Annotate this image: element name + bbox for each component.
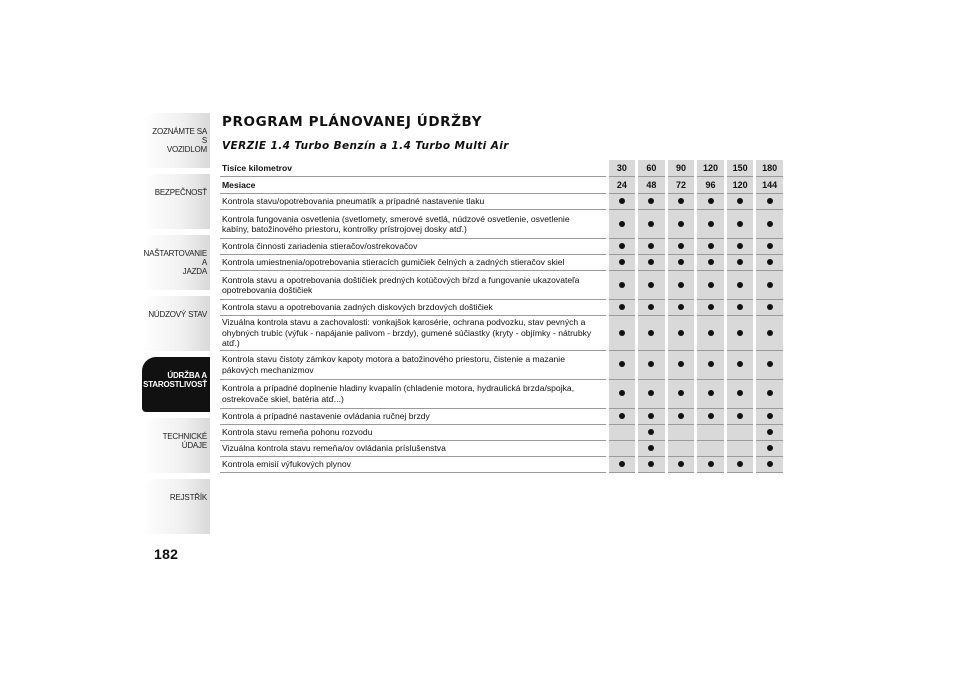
interval-cell: [666, 255, 696, 271]
interval-cell: [607, 239, 637, 255]
tab-technicke-udaje[interactable]: [142, 418, 210, 473]
bullet-icon: [767, 198, 773, 204]
maintenance-schedule-table: [220, 160, 783, 473]
interval-cell: [725, 440, 755, 456]
bullet-icon: [648, 445, 654, 451]
bullet-icon: [648, 282, 654, 288]
tab-label: NÚDZOVÝ STAV: [148, 310, 207, 319]
row-label: Kontrola stavu čistoty zámkov kapoty motora a batožinového priestoru, čistenie a mazanie pákových mechanizmov: [220, 350, 607, 379]
bullet-icon: [767, 259, 773, 265]
bullet-icon: [678, 243, 684, 249]
header-cell: 180: [755, 160, 783, 177]
table-row: [220, 456, 783, 472]
bullet-icon: [678, 361, 684, 367]
bullet-icon: [619, 461, 625, 467]
table-row: [220, 379, 783, 408]
bullet-icon: [737, 330, 743, 336]
interval-cell: [637, 408, 667, 424]
bullet-icon: [737, 221, 743, 227]
bullet-icon: [708, 461, 714, 467]
bullet-icon: [678, 461, 684, 467]
bullet-icon: [737, 243, 743, 249]
bullet-icon: [619, 243, 625, 249]
bullet-icon: [619, 361, 625, 367]
header-cell: 72: [666, 177, 696, 194]
header-cell: 144: [755, 177, 783, 194]
interval-cell: [755, 210, 783, 239]
table-row: [220, 255, 783, 271]
interval-cell: [637, 456, 667, 472]
interval-cell: [725, 239, 755, 255]
bullet-icon: [678, 390, 684, 396]
tab-rejstrik[interactable]: [142, 479, 210, 534]
bullet-icon: [619, 198, 625, 204]
row-label: Kontrola stavu a opotrebovania doštičiek predných kotúčových bŕzd a fungovanie ukazovateľa opotrebovania doštičiek: [220, 271, 607, 300]
interval-cell: [637, 300, 667, 316]
bullet-icon: [678, 330, 684, 336]
tab-label: BEZPEČNOSŤ: [154, 188, 207, 197]
header-cell: 60: [637, 160, 667, 177]
interval-cell: [696, 408, 726, 424]
interval-cell: [696, 440, 726, 456]
table-row: [220, 440, 783, 456]
tab-zoznamte-sa[interactable]: [142, 113, 210, 168]
bullet-icon: [767, 243, 773, 249]
interval-cell: [637, 440, 667, 456]
interval-cell: [755, 255, 783, 271]
bullet-icon: [767, 282, 773, 288]
interval-cell: [607, 456, 637, 472]
tab-nastartovanie[interactable]: [142, 235, 210, 290]
bullet-icon: [737, 259, 743, 265]
bullet-icon: [678, 282, 684, 288]
bullet-icon: [767, 390, 773, 396]
bullet-icon: [767, 429, 773, 435]
bullet-icon: [619, 330, 625, 336]
interval-cell: [725, 271, 755, 300]
interval-cell: [607, 440, 637, 456]
interval-cell: [725, 424, 755, 440]
bullet-icon: [708, 304, 714, 310]
interval-cell: [607, 424, 637, 440]
interval-cell: [666, 239, 696, 255]
bullet-icon: [767, 445, 773, 451]
header-cell: 150: [725, 160, 755, 177]
tab-label: ÚDRŽBA A STAROSTLIVOSŤ: [143, 371, 207, 389]
row-label: Kontrola fungovania osvetlenia (svetlomety, smerové svetlá, núdzové osvetlenie, osvetlenie kabíny, batožinového priestoru, kontrolky prístrojovej dosky atď.): [220, 210, 607, 239]
interval-cell: [696, 255, 726, 271]
interval-cell: [666, 210, 696, 239]
bullet-icon: [708, 390, 714, 396]
header-cell: 96: [696, 177, 726, 194]
bullet-icon: [648, 461, 654, 467]
bullet-icon: [708, 243, 714, 249]
interval-cell: [696, 194, 726, 210]
bullet-icon: [708, 198, 714, 204]
tab-label: NAŠTARTOVANIE A JAZDA: [143, 249, 207, 276]
interval-cell: [755, 456, 783, 472]
interval-cell: [637, 255, 667, 271]
bullet-icon: [708, 413, 714, 419]
bullet-icon: [678, 259, 684, 265]
interval-cell: [607, 210, 637, 239]
interval-cell: [725, 350, 755, 379]
bullet-icon: [678, 413, 684, 419]
bullet-icon: [619, 259, 625, 265]
interval-cell: [725, 255, 755, 271]
table-row: [220, 424, 783, 440]
bullet-icon: [737, 461, 743, 467]
bullet-icon: [678, 198, 684, 204]
table-row: [220, 239, 783, 255]
interval-cell: [696, 239, 726, 255]
header-cell: 24: [607, 177, 637, 194]
row-label: Vizuálna kontrola stavu remeňa/ov ovládania príslušenstva: [220, 440, 607, 456]
interval-cell: [607, 300, 637, 316]
bullet-icon: [708, 282, 714, 288]
interval-cell: [666, 350, 696, 379]
interval-cell: [696, 210, 726, 239]
interval-cell: [637, 350, 667, 379]
bullet-icon: [737, 198, 743, 204]
bullet-icon: [619, 221, 625, 227]
interval-cell: [637, 379, 667, 408]
interval-cell: [637, 424, 667, 440]
bullet-icon: [648, 259, 654, 265]
bullet-icon: [708, 361, 714, 367]
header-cell: 120: [725, 177, 755, 194]
bullet-icon: [648, 243, 654, 249]
interval-cell: [696, 271, 726, 300]
chapter-tabs: [142, 113, 210, 540]
interval-cell: [666, 456, 696, 472]
interval-cell: [637, 194, 667, 210]
row-label: Kontrola emisií výfukových plynov: [220, 456, 607, 472]
interval-cell: [755, 271, 783, 300]
row-label: Kontrola stavu remeňa pohonu rozvodu: [220, 424, 607, 440]
bullet-icon: [648, 198, 654, 204]
header-label: Mesiace: [220, 177, 607, 194]
bullet-icon: [767, 330, 773, 336]
interval-cell: [607, 408, 637, 424]
bullet-icon: [708, 330, 714, 336]
header-cell: 90: [666, 160, 696, 177]
interval-cell: [666, 271, 696, 300]
interval-cell: [725, 456, 755, 472]
header-row-months: [220, 177, 783, 194]
bullet-icon: [737, 390, 743, 396]
bullet-icon: [648, 361, 654, 367]
row-label: Kontrola stavu a opotrebovania zadných diskových brzdových doštičiek: [220, 300, 607, 316]
bullet-icon: [708, 221, 714, 227]
row-label: Kontrola a prípadné nastavenie ovládania ručnej brzdy: [220, 408, 607, 424]
interval-cell: [755, 239, 783, 255]
interval-cell: [696, 316, 726, 351]
tab-label: TECHNICKÉ ÚDAJE: [162, 432, 207, 450]
tab-label: REJSTŘÍK: [169, 493, 207, 502]
interval-cell: [637, 271, 667, 300]
interval-cell: [666, 408, 696, 424]
bullet-icon: [619, 413, 625, 419]
bullet-icon: [767, 221, 773, 227]
interval-cell: [666, 316, 696, 351]
interval-cell: [607, 350, 637, 379]
interval-cell: [755, 350, 783, 379]
interval-cell: [666, 300, 696, 316]
interval-cell: [755, 408, 783, 424]
interval-cell: [755, 300, 783, 316]
interval-cell: [696, 300, 726, 316]
bullet-icon: [648, 330, 654, 336]
bullet-icon: [737, 413, 743, 419]
interval-cell: [666, 424, 696, 440]
interval-cell: [637, 316, 667, 351]
table-row: [220, 194, 783, 210]
table-row: [220, 210, 783, 239]
bullet-icon: [678, 221, 684, 227]
interval-cell: [666, 379, 696, 408]
interval-cell: [755, 440, 783, 456]
bullet-icon: [767, 413, 773, 419]
bullet-icon: [648, 413, 654, 419]
interval-cell: [755, 424, 783, 440]
bullet-icon: [619, 282, 625, 288]
bullet-icon: [767, 361, 773, 367]
table-row: [220, 408, 783, 424]
interval-cell: [696, 350, 726, 379]
bullet-icon: [737, 282, 743, 288]
table-row: [220, 271, 783, 300]
page-title: PROGRAM PLÁNOVANEJ ÚDRŽBY: [222, 114, 483, 130]
interval-cell: [666, 440, 696, 456]
interval-cell: [607, 255, 637, 271]
interval-cell: [696, 379, 726, 408]
bullet-icon: [648, 304, 654, 310]
interval-cell: [607, 379, 637, 408]
bullet-icon: [737, 304, 743, 310]
tab-udrzba[interactable]: [142, 357, 210, 412]
page-number: 182: [154, 546, 179, 562]
table-row: [220, 300, 783, 316]
interval-cell: [607, 194, 637, 210]
row-label: Vizuálna kontrola stavu a zachovalosti: vonkajšok karosérie, ochrana podvozku, stav pevných a ohybných trubíc (výfuk - napájanie palivom - brzdy), gumené súčiastky (kryty - objímky - nátrubky atď.): [220, 316, 607, 351]
interval-cell: [696, 456, 726, 472]
bullet-icon: [619, 304, 625, 310]
tab-bezpecnost[interactable]: [142, 174, 210, 229]
interval-cell: [725, 300, 755, 316]
interval-cell: [696, 424, 726, 440]
row-label: Kontrola činnosti zariadenia stieračov/ostrekovačov: [220, 239, 607, 255]
bullet-icon: [767, 461, 773, 467]
header-cell: 120: [696, 160, 726, 177]
interval-cell: [607, 271, 637, 300]
interval-cell: [725, 316, 755, 351]
row-label: Kontrola umiestnenia/opotrebovania stieracích gumičiek čelných a zadných stieračov skiel: [220, 255, 607, 271]
table-row: [220, 316, 783, 351]
header-cell: 48: [637, 177, 667, 194]
bullet-icon: [648, 221, 654, 227]
interval-cell: [725, 379, 755, 408]
row-label: Kontrola stavu/opotrebovania pneumatík a prípadné nastavenie tlaku: [220, 194, 607, 210]
interval-cell: [637, 210, 667, 239]
bullet-icon: [737, 361, 743, 367]
row-label: Kontrola a prípadné doplnenie hladiny kvapalín (chladenie motora, hydraulická brzda/spojka, ostrekovače skiel, batéria atď...): [220, 379, 607, 408]
tab-label: ZOZNÁMTE SA S VOZIDLOM: [152, 127, 207, 154]
header-row-km: [220, 160, 783, 177]
interval-cell: [725, 408, 755, 424]
interval-cell: [637, 239, 667, 255]
interval-cell: [725, 194, 755, 210]
bullet-icon: [767, 304, 773, 310]
interval-cell: [725, 210, 755, 239]
header-label: Tisíce kilometrov: [220, 160, 607, 177]
header-cell: 30: [607, 160, 637, 177]
bullet-icon: [678, 304, 684, 310]
tab-nudzovy-stav[interactable]: [142, 296, 210, 351]
section-subtitle: VERZIE 1.4 Turbo Benzín a 1.4 Turbo Multi Air: [222, 140, 509, 152]
bullet-icon: [648, 429, 654, 435]
bullet-icon: [619, 390, 625, 396]
interval-cell: [666, 194, 696, 210]
table-row: [220, 350, 783, 379]
bullet-icon: [648, 390, 654, 396]
interval-cell: [755, 379, 783, 408]
interval-cell: [755, 194, 783, 210]
interval-cell: [607, 316, 637, 351]
bullet-icon: [708, 259, 714, 265]
interval-cell: [755, 316, 783, 351]
